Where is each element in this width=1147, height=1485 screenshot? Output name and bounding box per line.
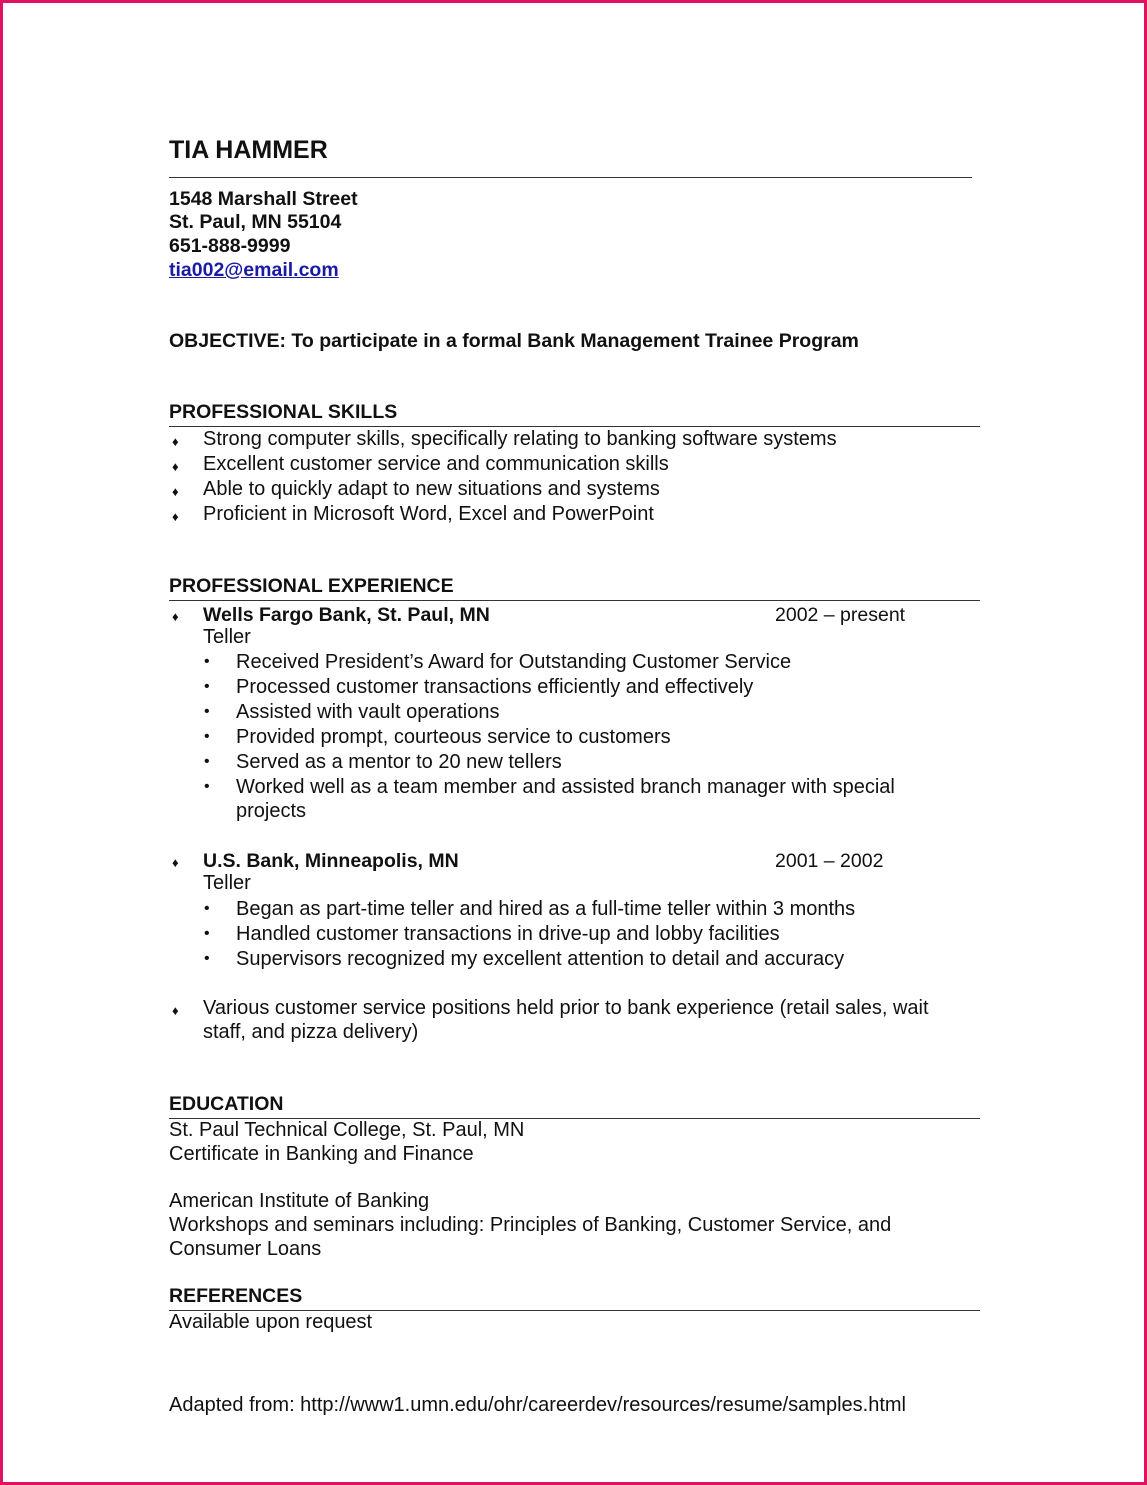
- other-positions-line-1: Various customer service positions held prior to bank experience (retail sales, wait: [203, 997, 929, 1019]
- job-bullet: Worked well as a team member and assisted branch manager with special: [236, 776, 895, 798]
- job-bullet: Received President’s Award for Outstanding Customer Service: [236, 651, 792, 673]
- education-line: Certificate in Banking and Finance: [169, 1143, 474, 1165]
- bullet-icon: •: [204, 950, 210, 967]
- skill-item: Able to quickly adapt to new situations and systems: [203, 478, 660, 500]
- job-bullet: Supervisors recognized my excellent attention to detail and accuracy: [236, 948, 845, 970]
- education-heading: EDUCATION: [169, 1093, 284, 1115]
- education-line: Consumer Loans: [169, 1238, 322, 1260]
- education-line: Workshops and seminars including: Principles of Banking, Customer Service, and: [169, 1214, 892, 1236]
- diamond-bullet-icon: ♦: [172, 459, 179, 474]
- diamond-bullet-icon: ♦: [172, 855, 179, 870]
- job-title: Teller: [203, 872, 251, 894]
- job-bullet: Processed customer transactions efficiently and effectively: [236, 676, 754, 698]
- experience-divider: [169, 600, 980, 601]
- job-dates: 2002 – present: [775, 604, 906, 626]
- job-bullet: Provided prompt, courteous service to customers: [236, 726, 671, 748]
- address-line-1: 1548 Marshall Street: [169, 188, 358, 210]
- skill-item: Excellent customer service and communication skills: [203, 453, 669, 475]
- diamond-bullet-icon: ♦: [172, 484, 179, 499]
- bullet-icon: •: [204, 653, 210, 670]
- diamond-bullet-icon: ♦: [172, 1003, 179, 1018]
- job-title: Teller: [203, 626, 251, 648]
- address-line-2: St. Paul, MN 55104: [169, 211, 342, 233]
- skills-heading: PROFESSIONAL SKILLS: [169, 401, 398, 423]
- bullet-icon: •: [204, 900, 210, 917]
- source-attribution: Adapted from: http://www1.umn.edu/ohr/careerdev/resources/resume/samples.html: [169, 1394, 906, 1416]
- diamond-bullet-icon: ♦: [172, 609, 179, 624]
- job-employer: U.S. Bank, Minneapolis, MN: [203, 850, 459, 872]
- skills-divider: [169, 426, 980, 427]
- diamond-bullet-icon: ♦: [172, 509, 179, 524]
- job-bullet: Began as part-time teller and hired as a full-time teller within 3 months: [236, 898, 856, 920]
- email-link[interactable]: tia002@email.com: [169, 259, 339, 281]
- diamond-bullet-icon: ♦: [172, 434, 179, 449]
- job-employer: Wells Fargo Bank, St. Paul, MN: [203, 604, 490, 626]
- other-positions-line-2: staff, and pizza delivery): [203, 1021, 419, 1043]
- education-line: St. Paul Technical College, St. Paul, MN: [169, 1119, 525, 1141]
- resume-name: TIA HAMMER: [169, 136, 328, 164]
- job-bullet: Served as a mentor to 20 new tellers: [236, 751, 562, 773]
- bullet-icon: •: [204, 778, 210, 795]
- education-line: American Institute of Banking: [169, 1190, 430, 1212]
- phone-number: 651-888-9999: [169, 235, 291, 257]
- bullet-icon: •: [204, 703, 210, 720]
- job-bullet-continued: projects: [236, 800, 307, 822]
- skill-item: Proficient in Microsoft Word, Excel and PowerPoint: [203, 503, 654, 525]
- skill-item: Strong computer skills, specifically relating to banking software systems: [203, 428, 837, 450]
- bullet-icon: •: [204, 728, 210, 745]
- bullet-icon: •: [204, 753, 210, 770]
- job-bullet: Assisted with vault operations: [236, 701, 500, 723]
- references-heading: REFERENCES: [169, 1285, 303, 1307]
- bullet-icon: •: [204, 678, 210, 695]
- references-text: Available upon request: [169, 1311, 373, 1333]
- objective: OBJECTIVE: To participate in a formal Bank Management Trainee Program: [169, 330, 859, 352]
- experience-heading: PROFESSIONAL EXPERIENCE: [169, 575, 454, 597]
- job-dates: 2001 – 2002: [775, 850, 884, 872]
- header-divider: [169, 177, 972, 178]
- bullet-icon: •: [204, 925, 210, 942]
- job-bullet: Handled customer transactions in drive-up and lobby facilities: [236, 923, 780, 945]
